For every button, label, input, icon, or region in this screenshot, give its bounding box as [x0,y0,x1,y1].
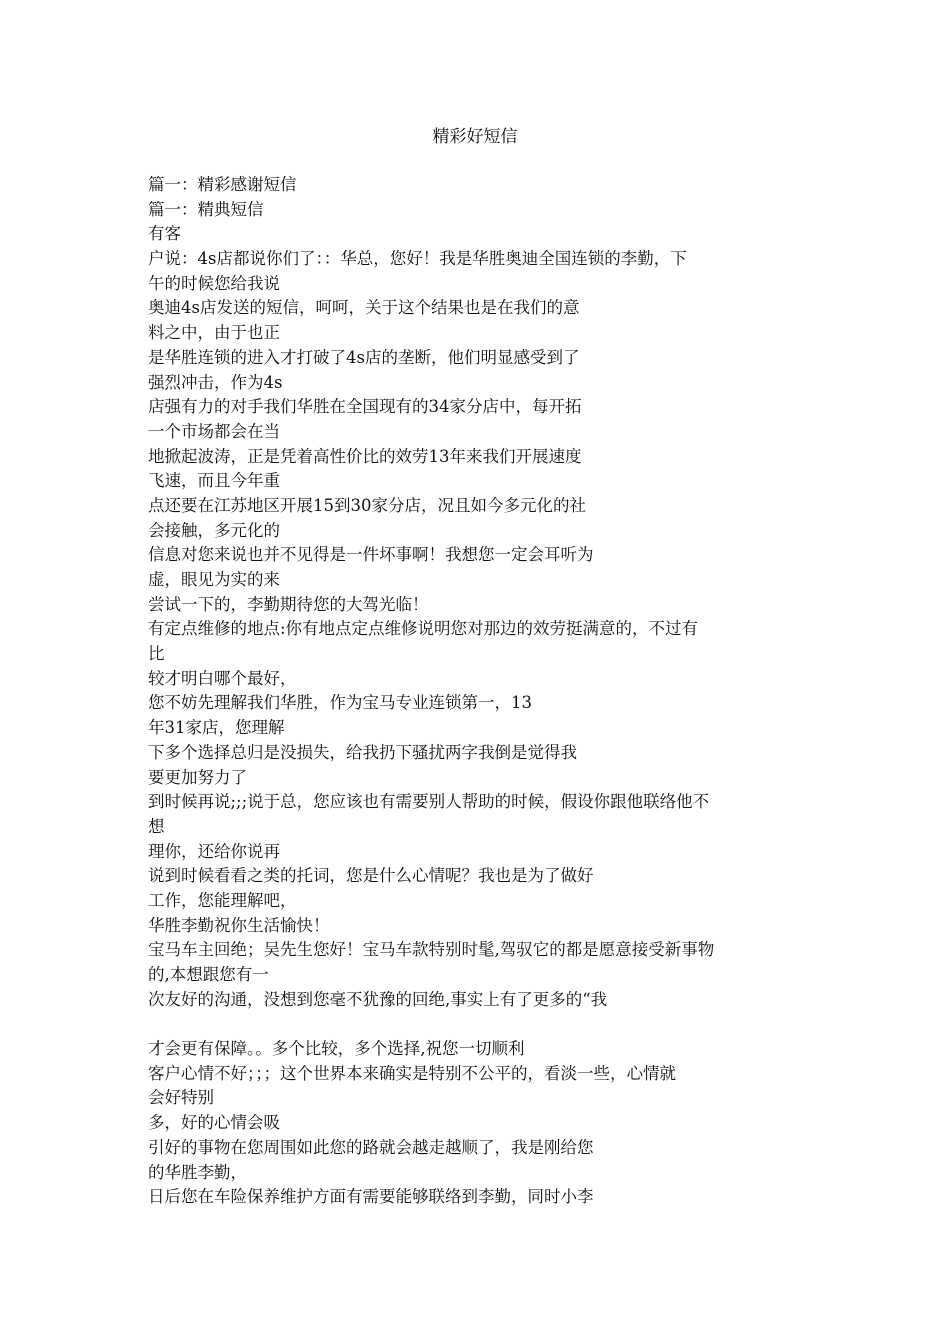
text-line: 强烈冲击，作为4s [148,372,283,392]
document-title: 精彩好短信 [432,127,518,147]
text-line: 料之中，由于也正 [148,323,280,343]
text-line: 信息对您来说也并不见得是一件坏事啊！我想您一定会耳听为 [148,545,594,565]
text-line: 下多个选择总归是没损失，给我扔下骚扰两字我倒是觉得我 [148,742,577,762]
text-line: 会好特别 [148,1088,214,1108]
text-line: 要更加努力了 [148,767,247,787]
blank-line [148,1012,808,1037]
text-line: 奥迪4s店发送的短信，呵呵，关于这个结果也是在我们的意 [148,298,580,318]
text-line: 的,本想跟您有一 [148,965,269,984]
text-line: 较才明白哪个最好， [148,668,297,688]
text-line: 篇一：精典短信 [148,199,264,219]
text-line: 理你，还给你说再 [148,841,280,861]
text-line: 华胜李勤祝你生活愉快！ [148,915,330,935]
text-line: 工作，您能理解吧， [148,890,297,910]
text-line: 多，好的心情会吸 [148,1113,280,1133]
text-line: 日后您在车险保养维护方面有需要能够联络到李勤，同时小李 [148,1187,594,1207]
text-line: 有客 [148,224,181,244]
text-line: 地掀起波涛，正是凭着高性价比的效劳13年来我们开展速度 [148,446,582,466]
text-line: 尝试一下的，李勤期待您的大驾光临！ [148,594,429,614]
text-line: 有定点维修的地点:你有地点定点维修说明您对那边的效劳挺满意的，不过有 [148,619,699,639]
text-line: 户说：4s店都说你们了：：华总，您好！我是华胜奥迪全国连锁的李勤，下 [148,249,687,269]
text-line: 点还要在江苏地区开展15到30家分店，况且如今多元化的社 [148,495,586,515]
text-line: 引好的事物在您周围如此您的路就会越走越顺了，我是刚给您 [148,1137,594,1157]
text-line: 才会更有保障。。多个比较，多个选择,祝您一切顺利 [148,1039,525,1059]
text-line: 比 [148,644,165,664]
text-line: 是华胜连锁的进入才打破了4s店的垄断，他们明显感受到了 [148,347,580,367]
text-line: 宝马车主回绝；吴先生您好！宝马车款特别时髦,驾驭它的都是愿意接受新事物 [148,940,715,960]
text-line: 一个市场都会在当 [148,421,280,441]
text-line: 店强有力的对手我们华胜在全国现有的34家分店中，每开拓 [148,397,582,417]
text-line: 次友好的沟通，没想到您毫不犹豫的回绝,事实上有了更多的“我 [148,989,608,1009]
text-line: 想 [148,816,165,836]
document-body [148,173,808,1210]
text-line: 飞速，而且今年重 [148,471,280,491]
text-line: 篇一：精彩感谢短信 [148,175,297,194]
text-line: 虚，眼见为实的来 [148,570,280,589]
text-line: 到时候再说;;;说于总，您应该也有需要别人帮助的时候，假设你跟他联络他不 [148,792,710,812]
text-line: 会接触，多元化的 [148,520,280,540]
text-line: 年31家店，您理解 [148,718,285,738]
text-line: 午的时候您给我说 [148,273,280,293]
text-line: 客户心情不好；；；这个世界本来确实是特别不公平的，看淡一些，心情就 [148,1063,676,1083]
text-line: 说到时候看看之类的托词，您是什么心情呢？我也是为了做好 [148,866,594,886]
text-line: 的华胜李勤， [148,1162,247,1182]
text-line: 您不妨先理解我们华胜，作为宝马专业连锁第一，13 [148,693,532,713]
